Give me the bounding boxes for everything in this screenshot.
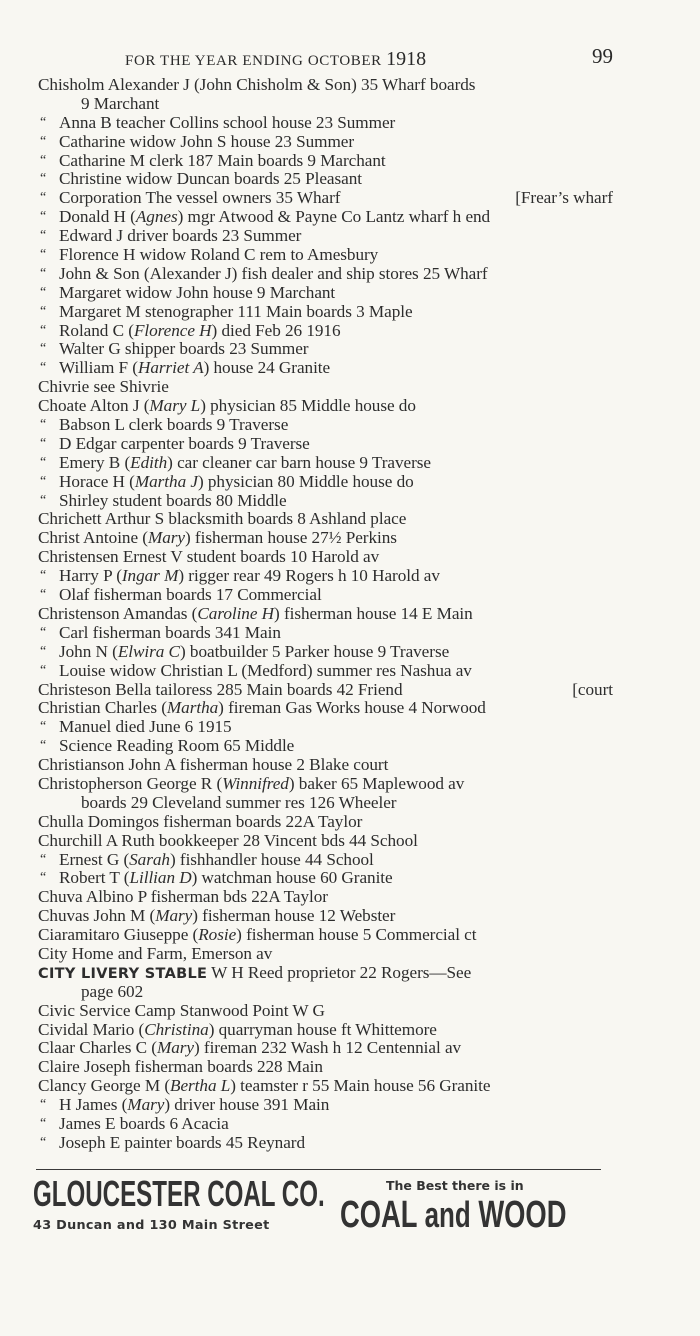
- entry-italic: Christina: [144, 1019, 209, 1039]
- entry-text: page 602: [81, 981, 144, 1001]
- entry-italic: Sarah: [129, 849, 170, 869]
- entry-sub: [38, 284, 613, 303]
- entry-text: 9 Marchant: [81, 93, 160, 113]
- entry-post: ) driver house 391 Main: [164, 1095, 330, 1115]
- entry-sub: [38, 851, 613, 870]
- entry-text: Chuva Albino P fisherman bds 22A Taylor: [38, 887, 328, 907]
- entry-right: [court: [572, 679, 613, 699]
- entry-text: Corporation The vessel owners 35 Wharf: [59, 188, 341, 208]
- entry-text: Catharine widow John S house 23 Summer: [59, 131, 355, 151]
- entry-post: W H Reed proprietor 22 Rogers—See: [207, 962, 472, 982]
- entry-italic: Caroline H: [197, 603, 275, 623]
- entry-text: Babson L clerk boards 9 Traverse: [59, 415, 289, 435]
- header-title-text: FOR THE YEAR ENDING OCTOBER: [125, 53, 382, 69]
- ditto-mark: “: [40, 247, 47, 263]
- entry-text: Margaret M stenographer 111 Main boards 3 Maple: [59, 301, 413, 321]
- entry-italic: Rosie: [198, 925, 237, 945]
- running-head-title: [125, 48, 426, 71]
- entry-text: Chivrie see Shivrie: [38, 377, 169, 397]
- entry-post: ) car cleaner car barn house 9 Traverse: [167, 452, 432, 472]
- entry-sub: [38, 435, 613, 454]
- entry-pre: Chuvas John M (: [38, 906, 156, 926]
- entry-main: [38, 1077, 613, 1096]
- entry-pre: John N (: [59, 641, 118, 661]
- entry-pre: Horace H (: [59, 471, 135, 491]
- entry-text: Christensen Ernest V student boards 10 Harold av: [38, 547, 380, 567]
- entry-pre: William F (: [59, 358, 138, 378]
- ditto-mark: “: [40, 284, 47, 300]
- entry-text: boards 29 Cleveland summer res 126 Wheeler: [81, 792, 397, 812]
- entry-pre: Robert T (: [59, 868, 130, 888]
- entry-main: [38, 813, 613, 832]
- ad-product: [340, 1196, 566, 1234]
- entry-text: Olaf fisherman boards 17 Commercial: [59, 585, 322, 605]
- entry-sub: [38, 208, 613, 227]
- ditto-mark: “: [40, 114, 47, 130]
- ditto-mark: “: [40, 190, 47, 206]
- entry-text: Shirley student boards 80 Middle: [59, 490, 287, 510]
- entry-post: ) house 24 Granite: [203, 358, 331, 378]
- entry-italic: Mary: [155, 906, 193, 926]
- entry-sub: [38, 454, 613, 473]
- entry-text: Claire Joseph fisherman boards 228 Main: [38, 1057, 323, 1077]
- entry-italic: Elwira C: [117, 641, 180, 661]
- entry-sub: [38, 189, 613, 208]
- entry-italic: Mary L: [149, 396, 201, 416]
- ditto-mark: “: [40, 417, 47, 433]
- entry-sub: [38, 303, 613, 322]
- ditto-mark: “: [40, 360, 47, 376]
- entry-italic: Florence H: [133, 320, 212, 340]
- entry-post: ) fisherman house 5 Commercial ct: [236, 925, 477, 945]
- entry-text: John & Son (Alexander J) fish dealer and ship stores 25 Wharf: [59, 263, 488, 283]
- ditto-mark: “: [40, 171, 47, 187]
- entry-pre: Christenson Amandas (: [38, 603, 198, 623]
- entry-pre: Ciaramitaro Giuseppe (: [38, 925, 199, 945]
- entry-sub: [38, 643, 613, 662]
- entry-text: Florence H widow Roland C rem to Amesbury: [59, 245, 379, 265]
- entry-post: ) fisherman house 12 Webster: [192, 906, 396, 926]
- entry-sub: [38, 1134, 613, 1153]
- entry-sub: [38, 246, 613, 265]
- entry-pre: Clancy George M (: [38, 1076, 171, 1096]
- advertisement-gloucester-coal: [33, 1173, 605, 1238]
- entry-sub: [38, 624, 613, 643]
- ditto-mark: “: [40, 133, 47, 149]
- entry-pre: Choate Alton J (: [38, 396, 150, 416]
- entry-sub: [38, 473, 613, 492]
- entry-post: ) quarryman house ft Whittemore: [208, 1019, 437, 1039]
- entry-sub: [38, 1115, 613, 1134]
- entry-text: Margaret widow John house 9 Marchant: [59, 282, 336, 302]
- ditto-mark: “: [40, 341, 47, 357]
- ditto-mark: “: [40, 1134, 47, 1150]
- entry-text: Chisholm Alexander J (John Chisholm & Son) 35 Wharf boards: [38, 75, 476, 94]
- ditto-mark: “: [40, 435, 47, 451]
- entry-main: [38, 756, 613, 775]
- entry-italic: Martha: [166, 698, 219, 718]
- entry-main: [38, 964, 613, 983]
- entry-text: Walter G shipper boards 23 Summer: [59, 339, 309, 359]
- ditto-mark: “: [40, 738, 47, 754]
- entry-sub: [38, 567, 613, 586]
- ad-product-coal: COAL: [340, 1194, 418, 1236]
- entry-sub: [38, 718, 613, 737]
- entry-text: Edward J driver boards 23 Summer: [59, 226, 302, 246]
- entry-text: Carl fisherman boards 341 Main: [59, 622, 281, 642]
- entry-sub: [38, 133, 613, 152]
- ditto-mark: “: [40, 719, 47, 735]
- entry-main: [38, 888, 613, 907]
- entry-sub: [38, 869, 613, 888]
- entry-pre: H James (: [59, 1095, 128, 1115]
- entry-pre: Harry P (: [59, 566, 122, 586]
- entry-text: Louise widow Christian L (Medford) summer res Nashua av: [59, 660, 472, 680]
- entry-sub: [38, 359, 613, 378]
- entry-post: ) mgr Atwood & Payne Co Lantz wharf h end: [177, 207, 491, 227]
- entry-main: [38, 681, 613, 700]
- ad-product-wood: WOOD: [478, 1194, 567, 1236]
- entry-main: [38, 832, 613, 851]
- entry-italic: Harriet A: [137, 358, 204, 378]
- entry-sub: [38, 492, 613, 511]
- directory-entries: [38, 76, 613, 1153]
- page-number: 99: [592, 44, 613, 68]
- entry-main: [38, 605, 613, 624]
- entry-main: [38, 397, 613, 416]
- entry-sub: [38, 737, 613, 756]
- divider-rule: [36, 1169, 601, 1170]
- entry-italic: Lillian D: [129, 868, 192, 888]
- entry-main: [38, 1058, 613, 1077]
- entry-pre: Cividal Mario (: [38, 1019, 145, 1039]
- entry-text: D Edgar carpenter boards 9 Traverse: [59, 433, 310, 453]
- entry-italic: Winnifred: [222, 773, 289, 793]
- entry-sub: [38, 1096, 613, 1115]
- running-head: [125, 44, 613, 70]
- entry-sub: [38, 227, 613, 246]
- entry-italic: Edith: [130, 452, 168, 472]
- entry-text: Joseph E painter boards 45 Reynard: [59, 1132, 306, 1152]
- entry-post: ) fisherman house 14 E Main: [274, 603, 473, 623]
- entry-italic: Mary: [127, 1095, 165, 1115]
- entry-main: [38, 529, 613, 548]
- entry-main: [38, 907, 613, 926]
- ditto-mark: “: [40, 1097, 47, 1113]
- ditto-mark: “: [40, 492, 47, 508]
- entry-sub: [38, 265, 613, 284]
- entry-pre: Claar Charles C (: [38, 1038, 157, 1058]
- entry-main: [38, 1021, 613, 1040]
- entry-text: Catharine M clerk 187 Main boards 9 Marchant: [59, 150, 386, 170]
- entry-text: Christianson John A fisherman house 2 Blake court: [38, 755, 389, 775]
- entry-main: [38, 699, 613, 718]
- entry-continuation: [38, 95, 613, 114]
- entry-pre: Christopherson George R (: [38, 773, 223, 793]
- entry-post: ) died Feb 26 1916: [211, 320, 341, 340]
- entry-text: Christeson Bella tailoress 285 Main boards 42 Friend: [38, 679, 403, 699]
- entry-sub: [38, 416, 613, 435]
- entry-italic: Bertha L: [170, 1076, 231, 1096]
- entry-text: James E boards 6 Acacia: [59, 1113, 229, 1133]
- entry-main: [38, 510, 613, 529]
- entry-sub: [38, 114, 613, 133]
- entry-main: [38, 76, 613, 95]
- entry-text: Anna B teacher Collins school house 23 Summer: [59, 112, 396, 132]
- entry-text: Civic Service Camp Stanwood Point W G: [38, 1000, 325, 1020]
- entry-continuation: [38, 983, 613, 1002]
- ad-tagline: The Best there is in: [386, 1178, 524, 1193]
- entry-post: ) fishhandler house 44 School: [169, 849, 374, 869]
- entry-pre: Christian Charles (: [38, 698, 167, 718]
- entry-text: City Home and Farm, Emerson av: [38, 943, 273, 963]
- ditto-mark: “: [40, 1115, 47, 1131]
- ditto-mark: “: [40, 568, 47, 584]
- entry-text: Christine widow Duncan boards 25 Pleasant: [59, 169, 362, 189]
- entry-post: ) teamster r 55 Main house 56 Granite: [230, 1076, 491, 1096]
- entry-italic: Martha J: [134, 471, 198, 491]
- entry-continuation: [38, 794, 613, 813]
- ditto-mark: “: [40, 265, 47, 281]
- entry-pre: Roland C (: [59, 320, 134, 340]
- entry-pre: Donald H (: [59, 207, 136, 227]
- entry-right: [Frear’s wharf: [515, 188, 613, 208]
- entry-post: ) watchman house 60 Granite: [191, 868, 393, 888]
- entry-sub: [38, 322, 613, 341]
- entry-post: ) fisherman house 27½ Perkins: [185, 528, 397, 548]
- entry-post: ) baker 65 Maplewood av: [288, 773, 465, 793]
- entry-main: [38, 775, 613, 794]
- ad-company-name: GLOUCESTER COAL CO.: [33, 1173, 325, 1214]
- ditto-mark: “: [40, 152, 47, 168]
- entry-post: ) boatbuilder 5 Parker house 9 Traverse: [179, 641, 450, 661]
- entry-italic: Ingar M: [121, 566, 179, 586]
- entry-sub: [38, 340, 613, 359]
- entry-text: Chrichett Arthur S blacksmith boards 8 Ashland place: [38, 509, 407, 529]
- entry-pre: Ernest G (: [59, 849, 130, 869]
- entry-text: Chulla Domingos fisherman boards 22A Taylor: [38, 811, 363, 831]
- entry-pre: Emery B (: [59, 452, 131, 472]
- entry-sub: [38, 662, 613, 681]
- ditto-mark: “: [40, 587, 47, 603]
- ditto-mark: “: [40, 851, 47, 867]
- ditto-mark: “: [40, 643, 47, 659]
- entry-italic: Agnes: [135, 207, 178, 227]
- entry-post: ) fireman 232 Wash h 12 Centennial av: [193, 1038, 462, 1058]
- ditto-mark: “: [40, 870, 47, 886]
- entry-main: [38, 945, 613, 964]
- entry-post: ) fireman Gas Works house 4 Norwood: [218, 698, 486, 718]
- ditto-mark: “: [40, 473, 47, 489]
- ditto-mark: “: [40, 209, 47, 225]
- entry-post: ) rigger rear 49 Rogers h 10 Harold av: [178, 566, 440, 586]
- entry-main: [38, 1039, 613, 1058]
- entry-italic: Mary: [147, 528, 185, 548]
- entry-bold: CITY LIVERY STABLE: [38, 965, 208, 982]
- entry-main: [38, 1002, 613, 1021]
- ditto-mark: “: [40, 624, 47, 640]
- ditto-mark: “: [40, 322, 47, 338]
- entry-text: Manuel died June 6 1915: [59, 717, 232, 737]
- entry-sub: [38, 586, 613, 605]
- entry-text: Churchill A Ruth bookkeeper 28 Vincent bds 44 School: [38, 830, 418, 850]
- entry-pre: Christ Antoine (: [38, 528, 148, 548]
- entry-post: ) physician 85 Middle house do: [200, 396, 416, 416]
- ditto-mark: “: [40, 662, 47, 678]
- ad-address: 43 Duncan and 130 Main Street: [33, 1218, 270, 1233]
- entry-main: [38, 378, 613, 397]
- entry-post: ) physician 80 Middle house do: [197, 471, 414, 491]
- entry-italic: Mary: [156, 1038, 194, 1058]
- ditto-mark: “: [40, 303, 47, 319]
- ditto-mark: “: [40, 454, 47, 470]
- header-year: 1918: [386, 48, 427, 70]
- entry-main: [38, 548, 613, 567]
- entry-sub: [38, 170, 613, 189]
- ditto-mark: “: [40, 228, 47, 244]
- entry-text: Science Reading Room 65 Middle: [59, 736, 295, 756]
- ad-product-and: and: [424, 1194, 471, 1235]
- entry-main: [38, 926, 613, 945]
- entry-sub: [38, 152, 613, 171]
